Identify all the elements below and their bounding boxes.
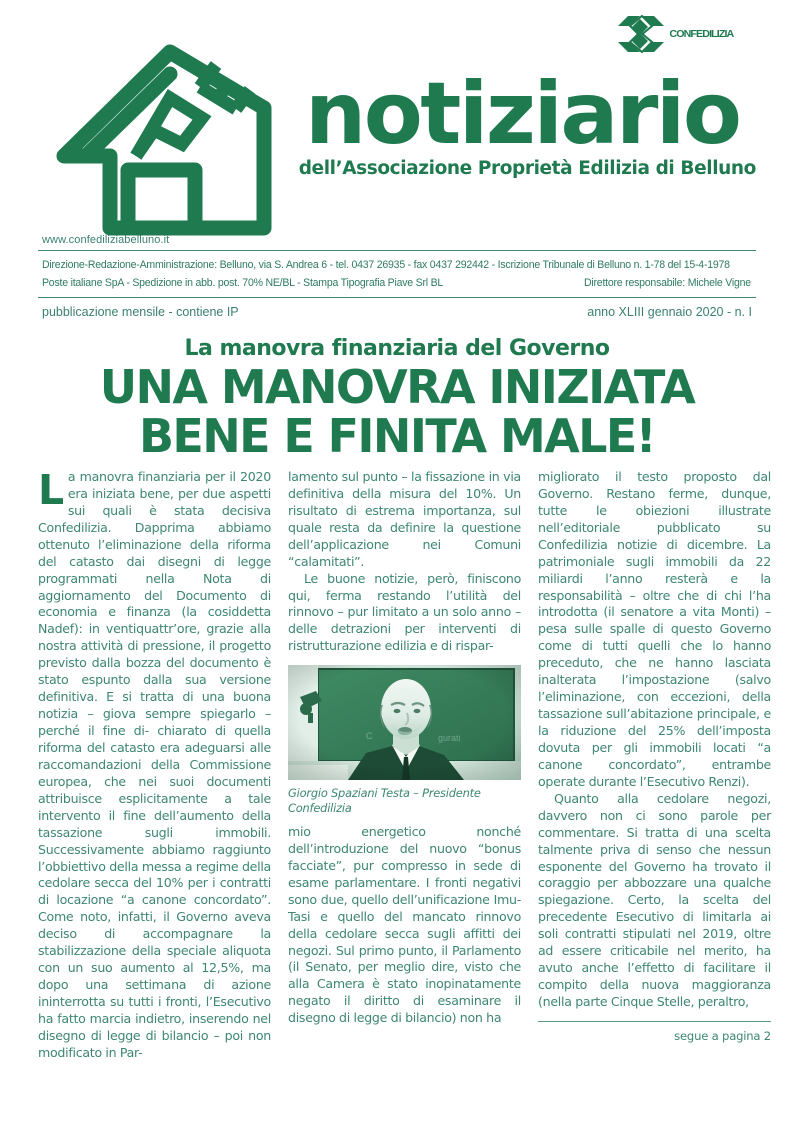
confedilizia-wordmark: CONFEDILIZIA: [669, 28, 734, 40]
jump-block: [538, 1021, 771, 1043]
confedilizia-logo: [616, 12, 756, 56]
article-kicker: La manovra finanziaria del Governo: [184, 336, 610, 362]
col2-paragraph-1: lamento sul punto – la fissazione in via definitiva della misura del 10%. Un risultato di estrema importanza, sul quale resta da definire la questione dell’applicazione nei Comuni “calamitati”.: [288, 468, 521, 569]
continuation-note[interactable]: segue a pagina 2: [674, 1028, 771, 1043]
ape-house-logo: [50, 38, 278, 243]
imprint-line-1: Direzione-Redazione-Amministrazione: Belluno, via S. Andrea 6 - tel. 0437 26935 - fax 0437 292442 - Iscrizione Tribunale di Belluno n. 1-78 del 15-4-1978: [42, 259, 730, 271]
headline-line-2: BENE E FINITA MALE!: [138, 409, 656, 464]
photo-caption: Giorgio Spaziani Testa – Presidente Confedilizia: [288, 786, 481, 815]
column-3: [538, 469, 771, 1062]
imprint-line-2-left: Poste italiane SpA - Spedizione in abb. post. 70% NE/BL - Stampa Tipografia Piave Srl BL: [42, 277, 444, 290]
imprint-block: [38, 251, 756, 297]
jump-divider: [538, 1021, 771, 1022]
publication-subtitle: dell’Associazione Proprietà Edilizia di Belluno: [298, 157, 756, 179]
publication-frequency: pubblicazione mensile - contiene IP: [42, 305, 239, 320]
article-headline: [38, 360, 756, 464]
photo-block: [288, 665, 521, 780]
giorgio-spaziani-testa-photo: [288, 665, 521, 780]
column-1: [38, 465, 271, 1062]
website-url[interactable]: www.confediliziabelluno.it: [42, 234, 170, 246]
issue-number: anno XLIII gennaio 2020 - n. I: [587, 305, 752, 320]
column-2: [288, 469, 521, 1062]
masthead: [38, 0, 756, 232]
confedilizia-diamond-mark: [616, 14, 666, 54]
issue-bar: [38, 298, 756, 326]
headline-line-1: UNA MANOVRA INIZIATA: [99, 360, 695, 415]
col1-paragraph-1: La manovra finanziaria per il 2020 era iniziata bene, per due aspetti sui quali è stata decisiva Confedilizia. Dapprima abbiamo ottenuto l’eliminazione della riforma del catasto dai disegni di legge programmati nella Nota di aggiornamento del Documento di economia e finanza (la cosiddetta Nadef): in ventiquattr’ore, grazie alla nostra attività di pressione, il progetto previsto dalla bozza del documento è stato espunto dalla sua versione definitiva. E si tratta di una buona notizia – giova sempre spiegarlo – perché il fine di- chiarato di quella riforma del catasto era adeguarsi alle raccomandazioni della Commissione europea, che nei suoi documenti attribuisce esplicitamente a tale intervento il fine dell’aumento della tassazione sugli immobili. Successivamente abbiamo raggiunto l’obbiettivo della messa a regime della cedolare secca del 10% per i contratti di locazione “a canone concordato”. Come noto, infatti, il Governo aveva deciso di accompagnare la stabilizzazione della speciale aliquota con un suo aumento al 12,5%, ma dopo una settimana di azione ininterrotta su tutti i fronti, l’Esecutivo ha fatto marcia indietro, inserendo nel disegno di legge di bilancio – poi non modificato in Par-: [38, 465, 271, 1060]
col2-paragraph-3: mio energetico nonché dell’introduzione del nuovo “bonus facciate”, pur compresso in sede di esame parlamentare. I fronti negativi sono due, quello dell’unificazione Imu-Tasi e quello del mancato rinnovo della cedolare secca sugli affitti dei negozi. Sul primo punto, il Parlamento (il Senato, per meglio dire, visto che alla Camera è stato inopinatamente negato il diritto di esaminare il disegno di legge di bilancio) non ha: [288, 823, 521, 1026]
nameplate: [293, 64, 756, 179]
col2-paragraph-2: Le buone notizie, però, finiscono qui, ferma restando l’utilità del rinnovo – pur limitato a un solo anno – delle detrazioni per interventi di ristrutturazione edilizia e di rispar-: [288, 570, 521, 654]
article-body: [38, 465, 771, 1062]
col3-paragraph-1: migliorato il testo proposto dal Governo. Restano ferme, dunque, tutte le obiezioni illustrate nell’editoriale pubblicato su Confedilizia notizie di dicembre. La patrimoniale sugli immobili da 22 miliardi l’anno resterà e la responsabilità – oltre che di chi l’ha introdotta (il senatore a vita Monti) – pesa sulle spalle di questo Governo come di tutti quelli che lo hanno preceduto, che ne hanno lasciata inalterata l’impostazione (salvo l’eliminazione, con eccezioni, della tassazione sull’abitazione principale, e la riduzione del 25% dell’imposta dovuta per gli immobili locati “a canone concordato”, entrambe operate durante l’Esecutivo Renzi).: [538, 468, 771, 789]
imprint-line-2-right: Direttore responsabile: Michele Vigne: [584, 277, 752, 290]
col3-paragraph-2: Quanto alla cedolare negozi, davvero non ci sono parole per commentare. Si tratta di una scelta talmente priva di senso che nessun esponente del Governo ha trovato il coraggio per abbozzare una qualche spiegazione. Certo, la scelta del precedente Esecutivo di limitarla ai soli contratti stipulati nel 2019, oltre ad essere criticabile nel merito, ha avuto anche l’effetto di facilitare il compito della nuova maggioranza (nella parte Cinque Stelle, peraltro,: [538, 790, 771, 1009]
publication-title: notiziario: [305, 64, 740, 164]
